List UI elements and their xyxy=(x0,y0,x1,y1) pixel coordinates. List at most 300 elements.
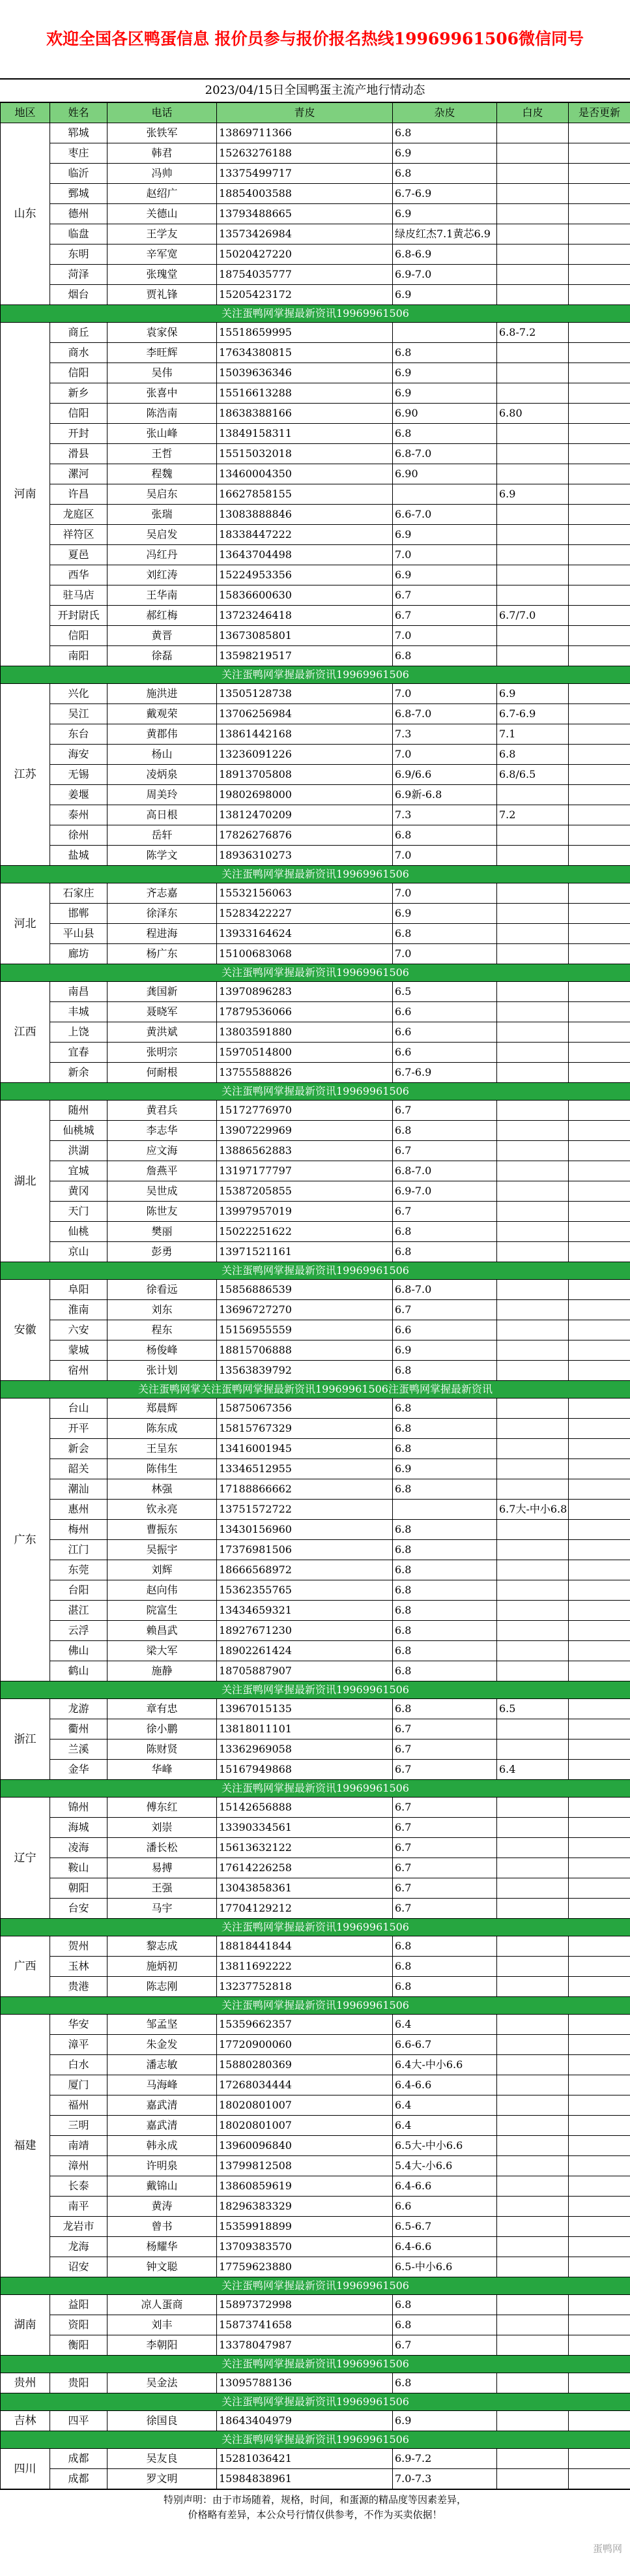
city-cell: 郓城 xyxy=(50,123,107,143)
mixed-shell-price xyxy=(497,2449,569,2469)
phone-cell: 13811692222 xyxy=(217,1957,393,1977)
table-row xyxy=(1,2373,630,2393)
white-shell-price xyxy=(569,383,630,404)
name-cell: 徐国良 xyxy=(107,2411,217,2431)
white-shell-price xyxy=(569,785,630,805)
phone-cell: 17759623880 xyxy=(217,2257,393,2277)
green-shell-price: 6.9 xyxy=(393,1340,497,1361)
table-row xyxy=(1,2136,630,2156)
phone-cell: 15856886539 xyxy=(217,1280,393,1300)
name-cell: 刘崇 xyxy=(107,1818,217,1838)
phone-cell: 17188866662 xyxy=(217,1479,393,1500)
white-shell-price xyxy=(569,1320,630,1340)
green-shell-price: 7.0-7.3 xyxy=(393,2469,497,2489)
phone-cell: 18927671230 xyxy=(217,1621,393,1641)
mixed-shell-price xyxy=(497,265,569,285)
white-shell-price xyxy=(569,343,630,363)
green-shell-price: 6.7 xyxy=(393,1818,497,1838)
white-shell-price xyxy=(569,184,630,204)
mixed-shell-price xyxy=(497,1818,569,1838)
phone-cell: 13793488665 xyxy=(217,204,393,224)
white-shell-price xyxy=(569,2257,630,2277)
ad-banner-text: 关注蛋鸭网掌握最新资讯19969961506 xyxy=(1,1083,630,1101)
name-cell: 徐小鹏 xyxy=(107,1719,217,1740)
green-shell-price: 6.8 xyxy=(393,2373,497,2393)
city-cell: 南平 xyxy=(50,2197,107,2217)
name-cell: 杨俊峰 xyxy=(107,1340,217,1361)
white-shell-price xyxy=(569,1121,630,1141)
mixed-shell-price: 6.7-6.9 xyxy=(497,704,569,724)
mixed-shell-price xyxy=(497,143,569,164)
ad-banner-row xyxy=(1,964,630,982)
phone-cell: 15172776970 xyxy=(217,1101,393,1121)
ad-banner-text: 关注蛋鸭网掌握最新资讯19969961506 xyxy=(1,666,630,684)
table-row xyxy=(1,1719,630,1740)
city-cell: 朝阳 xyxy=(50,1878,107,1899)
table-row xyxy=(1,825,630,846)
mixed-shell-price xyxy=(497,2237,569,2257)
green-shell-price: 6.7 xyxy=(393,1101,497,1121)
green-shell-price: 6.9 xyxy=(393,904,497,924)
green-shell-price: 6.9/6.6 xyxy=(393,765,497,785)
name-cell: 钦永亮 xyxy=(107,1500,217,1520)
phone-cell: 18020801007 xyxy=(217,2095,393,2116)
city-cell: 佛山 xyxy=(50,1641,107,1661)
green-shell-price: 7.0 xyxy=(393,944,497,964)
name-cell: 林强 xyxy=(107,1479,217,1500)
mixed-shell-price xyxy=(497,2136,569,2156)
name-cell: 吴金法 xyxy=(107,2373,217,2393)
mixed-shell-price xyxy=(497,383,569,404)
white-shell-price xyxy=(569,404,630,424)
ad-banner-text: 关注蛋鸭网掌握最新资讯19969961506 xyxy=(1,866,630,883)
name-cell: 章有忠 xyxy=(107,1699,217,1719)
table-row xyxy=(1,1641,630,1661)
phone-cell: 13083888846 xyxy=(217,505,393,525)
mixed-shell-price xyxy=(497,1063,569,1083)
name-cell: 吴世成 xyxy=(107,1181,217,1202)
white-shell-price xyxy=(569,1101,630,1121)
white-shell-price xyxy=(569,2469,630,2489)
mixed-shell-price xyxy=(497,2217,569,2237)
phone-cell: 13237752818 xyxy=(217,1977,393,1997)
city-cell: 盐城 xyxy=(50,846,107,866)
name-cell: 岳轩 xyxy=(107,825,217,846)
phone-cell: 18638388166 xyxy=(217,404,393,424)
mixed-shell-price xyxy=(497,1043,569,1063)
mixed-shell-price: 6.80 xyxy=(497,404,569,424)
name-cell: 钟文聪 xyxy=(107,2257,217,2277)
header-region: 地区 xyxy=(1,103,50,123)
phone-cell: 18296383329 xyxy=(217,2197,393,2217)
page-subtitle: 2023/04/15日全国鸭蛋主流产地行情动态 xyxy=(0,80,630,102)
phone-cell: 13598219517 xyxy=(217,646,393,666)
name-cell: 张瑰堂 xyxy=(107,265,217,285)
name-cell: 陈学文 xyxy=(107,846,217,866)
name-cell: 曾书 xyxy=(107,2217,217,2237)
white-shell-price xyxy=(569,805,630,825)
white-shell-price xyxy=(569,1280,630,1300)
region-cell: 河南 xyxy=(1,323,50,666)
city-cell: 贺州 xyxy=(50,1936,107,1957)
name-cell: 杨山 xyxy=(107,745,217,765)
name-cell: 施静 xyxy=(107,1661,217,1681)
table-row xyxy=(1,464,630,484)
phone-cell: 15100683068 xyxy=(217,944,393,964)
name-cell: 杨耀华 xyxy=(107,2237,217,2257)
table-row xyxy=(1,704,630,724)
city-cell: 随州 xyxy=(50,1101,107,1121)
city-cell: 锦州 xyxy=(50,1798,107,1818)
mixed-shell-price xyxy=(497,2116,569,2136)
name-cell: 戴观荣 xyxy=(107,704,217,724)
green-shell-price: 6.8 xyxy=(393,1419,497,1439)
name-cell: 王呈东 xyxy=(107,1439,217,1459)
white-shell-price xyxy=(569,2197,630,2217)
city-cell: 鄄城 xyxy=(50,184,107,204)
mixed-shell-price xyxy=(497,1661,569,1681)
city-cell: 海安 xyxy=(50,745,107,765)
city-cell: 成都 xyxy=(50,2449,107,2469)
city-cell: 海城 xyxy=(50,1818,107,1838)
phone-cell: 17720900060 xyxy=(217,2035,393,2055)
table-row xyxy=(1,1280,630,1300)
header-white-shell: 白皮 xyxy=(497,103,569,123)
ad-banner-text: 关注蛋鸭网掌关注蛋鸭网掌握最新资讯19969961506注蛋鸭网掌握最新资讯 xyxy=(1,1381,630,1399)
table-row xyxy=(1,1242,630,1262)
green-shell-price: 6.9 xyxy=(393,383,497,404)
mixed-shell-price xyxy=(497,2335,569,2356)
phone-cell: 13860859619 xyxy=(217,2176,393,2197)
table-row xyxy=(1,323,630,343)
phone-cell: 13362969058 xyxy=(217,1740,393,1760)
phone-cell: 13967015135 xyxy=(217,1699,393,1719)
green-shell-price: 6.8 xyxy=(393,1361,497,1381)
city-cell: 东莞 xyxy=(50,1560,107,1580)
city-cell: 潮汕 xyxy=(50,1479,107,1500)
city-cell: 诏安 xyxy=(50,2257,107,2277)
white-shell-price xyxy=(569,424,630,444)
green-shell-price: 7.3 xyxy=(393,724,497,745)
mixed-shell-price xyxy=(497,2257,569,2277)
green-shell-price: 6.4-6.6 xyxy=(393,2075,497,2095)
table-row xyxy=(1,1419,630,1439)
name-cell: 王华南 xyxy=(107,585,217,606)
table-row xyxy=(1,1002,630,1022)
mixed-shell-price xyxy=(497,1601,569,1621)
green-shell-price: 6.5 xyxy=(393,982,497,1002)
ad-banner-row xyxy=(1,666,630,684)
green-shell-price: 6.9 xyxy=(393,285,497,305)
white-shell-price xyxy=(569,1002,630,1022)
white-shell-price xyxy=(569,1560,630,1580)
green-shell-price: 6.4 xyxy=(393,2015,497,2035)
city-cell: 韶关 xyxy=(50,1459,107,1479)
mixed-shell-price xyxy=(497,2035,569,2055)
city-cell: 京山 xyxy=(50,1242,107,1262)
white-shell-price xyxy=(569,565,630,585)
phone-cell: 18338447222 xyxy=(217,525,393,545)
name-cell: 张山峰 xyxy=(107,424,217,444)
green-shell-price: 6.6 xyxy=(393,1043,497,1063)
mixed-shell-price xyxy=(497,1202,569,1222)
name-cell: 马海峰 xyxy=(107,2075,217,2095)
table-row xyxy=(1,224,630,244)
table-row xyxy=(1,585,630,606)
table-row xyxy=(1,164,630,184)
city-cell: 云浮 xyxy=(50,1621,107,1641)
city-cell: 蒙城 xyxy=(50,1340,107,1361)
city-cell: 南昌 xyxy=(50,982,107,1002)
green-shell-price: 6.7 xyxy=(393,1740,497,1760)
white-shell-price xyxy=(569,846,630,866)
green-shell-price: 7.0 xyxy=(393,745,497,765)
table-row xyxy=(1,684,630,704)
phone-cell: 13696727270 xyxy=(217,1300,393,1320)
name-cell: 高日根 xyxy=(107,805,217,825)
green-shell-price: 6.8 xyxy=(393,1957,497,1977)
table-row xyxy=(1,383,630,404)
name-cell: 李朝阳 xyxy=(107,2335,217,2356)
ad-banner-text: 关注蛋鸭网掌握最新资讯19969961506 xyxy=(1,2277,630,2295)
table-row xyxy=(1,982,630,1002)
table-row xyxy=(1,1818,630,1838)
mixed-shell-price xyxy=(497,525,569,545)
phone-cell: 13416001945 xyxy=(217,1439,393,1459)
mixed-shell-price xyxy=(497,1540,569,1560)
phone-cell: 18754035777 xyxy=(217,265,393,285)
phone-cell: 15518659995 xyxy=(217,323,393,343)
mixed-shell-price xyxy=(497,1399,569,1419)
city-cell: 南阳 xyxy=(50,646,107,666)
phone-cell: 13960096840 xyxy=(217,2136,393,2156)
name-cell: 许明泉 xyxy=(107,2156,217,2176)
phone-cell: 13460004350 xyxy=(217,464,393,484)
green-shell-price: 6.8-7.0 xyxy=(393,1280,497,1300)
phone-cell: 15875067356 xyxy=(217,1399,393,1419)
city-cell: 枣庄 xyxy=(50,143,107,164)
phone-cell: 13861442168 xyxy=(217,724,393,745)
name-cell: 王哲 xyxy=(107,444,217,464)
name-cell: 张铁军 xyxy=(107,123,217,143)
table-row xyxy=(1,2237,630,2257)
table-row xyxy=(1,1580,630,1601)
green-shell-price: 5.4大-小6.6 xyxy=(393,2156,497,2176)
green-shell-price: 6.9-7.0 xyxy=(393,265,497,285)
table-row xyxy=(1,1760,630,1780)
white-shell-price xyxy=(569,2335,630,2356)
table-row xyxy=(1,1043,630,1063)
white-shell-price xyxy=(569,1641,630,1661)
green-shell-price: 7.0 xyxy=(393,626,497,646)
name-cell: 黄涛 xyxy=(107,2197,217,2217)
green-shell-price: 6.4 xyxy=(393,2095,497,2116)
mixed-shell-price: 6.8/6.5 xyxy=(497,765,569,785)
ad-banner-text: 关注蛋鸭网掌握最新资讯19969961506 xyxy=(1,305,630,323)
green-shell-price: 6.8 xyxy=(393,825,497,846)
table-row xyxy=(1,1161,630,1181)
ad-banner-row xyxy=(1,866,630,883)
phone-cell: 15283422227 xyxy=(217,904,393,924)
name-cell: 陈世友 xyxy=(107,1202,217,1222)
mixed-shell-price xyxy=(497,1459,569,1479)
table-row xyxy=(1,2035,630,2055)
mixed-shell-price xyxy=(497,883,569,904)
white-shell-price xyxy=(569,2035,630,2055)
green-shell-price: 6.6-6.7 xyxy=(393,2035,497,2055)
table-row xyxy=(1,285,630,305)
green-shell-price: 7.0 xyxy=(393,883,497,904)
table-row xyxy=(1,1320,630,1340)
green-shell-price: 6.8 xyxy=(393,924,497,944)
city-cell: 开平 xyxy=(50,1419,107,1439)
white-shell-price xyxy=(569,982,630,1002)
table-row xyxy=(1,545,630,565)
white-shell-price xyxy=(569,724,630,745)
city-cell: 湛江 xyxy=(50,1601,107,1621)
mixed-shell-price xyxy=(497,1858,569,1878)
green-shell-price: 6.8-7.0 xyxy=(393,1161,497,1181)
city-cell: 厦门 xyxy=(50,2075,107,2095)
green-shell-price: 6.7 xyxy=(393,2335,497,2356)
mixed-shell-price: 6.8 xyxy=(497,745,569,765)
city-cell: 漳州 xyxy=(50,2156,107,2176)
table-row xyxy=(1,646,630,666)
region-cell: 江西 xyxy=(1,982,50,1083)
phone-cell: 13849158311 xyxy=(217,424,393,444)
table-row xyxy=(1,2055,630,2075)
mixed-shell-price xyxy=(497,2176,569,2197)
mixed-shell-price xyxy=(497,1022,569,1043)
green-shell-price: 6.9 xyxy=(393,525,497,545)
mixed-shell-price xyxy=(497,363,569,383)
name-cell: 袁家保 xyxy=(107,323,217,343)
city-cell: 新余 xyxy=(50,1063,107,1083)
white-shell-price xyxy=(569,2136,630,2156)
ad-banner-row xyxy=(1,305,630,323)
name-cell: 徐泽东 xyxy=(107,904,217,924)
table-row xyxy=(1,944,630,964)
table-row xyxy=(1,404,630,424)
table-row xyxy=(1,1022,630,1043)
phone-cell: 13933164624 xyxy=(217,924,393,944)
phone-cell: 17634380815 xyxy=(217,343,393,363)
city-cell: 驻马店 xyxy=(50,585,107,606)
table-row xyxy=(1,1661,630,1681)
region-cell: 山东 xyxy=(1,123,50,305)
table-row xyxy=(1,2257,630,2277)
green-shell-price: 7.3 xyxy=(393,805,497,825)
white-shell-price xyxy=(569,1621,630,1641)
green-shell-price: 6.6 xyxy=(393,1022,497,1043)
white-shell-price xyxy=(569,585,630,606)
phone-cell: 15516613288 xyxy=(217,383,393,404)
phone-cell: 15156955559 xyxy=(217,1320,393,1340)
green-shell-price: 6.8 xyxy=(393,1936,497,1957)
phone-cell: 13723246418 xyxy=(217,606,393,626)
table-row xyxy=(1,2116,630,2136)
city-cell: 临沂 xyxy=(50,164,107,184)
mixed-shell-price xyxy=(497,1740,569,1760)
green-shell-price: 6.7 xyxy=(393,606,497,626)
phone-cell: 13970896283 xyxy=(217,982,393,1002)
white-shell-price xyxy=(569,1439,630,1459)
region-cell: 湖北 xyxy=(1,1101,50,1262)
white-shell-price xyxy=(569,204,630,224)
name-cell: 吴振宇 xyxy=(107,1540,217,1560)
table-row xyxy=(1,1340,630,1361)
name-cell: 彭勇 xyxy=(107,1242,217,1262)
green-shell-price: 6.8 xyxy=(393,1540,497,1560)
mixed-shell-price xyxy=(497,545,569,565)
header-green-shell: 青皮 xyxy=(217,103,393,123)
table-row xyxy=(1,1181,630,1202)
green-shell-price: 6.7 xyxy=(393,1878,497,1899)
table-row xyxy=(1,184,630,204)
table-row xyxy=(1,2411,630,2431)
city-cell: 衢州 xyxy=(50,1719,107,1740)
name-cell: 樊丽 xyxy=(107,1222,217,1242)
region-cell: 吉林 xyxy=(1,2411,50,2431)
phone-cell: 13346512955 xyxy=(217,1459,393,1479)
region-cell: 江苏 xyxy=(1,684,50,866)
name-cell: 黄郡伟 xyxy=(107,724,217,745)
white-shell-price xyxy=(569,2055,630,2075)
white-shell-price xyxy=(569,745,630,765)
mixed-shell-price xyxy=(497,343,569,363)
white-shell-price xyxy=(569,1520,630,1540)
green-shell-price: 6.8 xyxy=(393,1621,497,1641)
green-shell-price: 6.8 xyxy=(393,1580,497,1601)
green-shell-price: 6.7-6.9 xyxy=(393,1063,497,1083)
table-row xyxy=(1,805,630,825)
green-shell-price: 6.90 xyxy=(393,464,497,484)
green-shell-price xyxy=(393,1500,497,1520)
mixed-shell-price xyxy=(497,285,569,305)
white-shell-price xyxy=(569,1977,630,1997)
table-row xyxy=(1,2335,630,2356)
mixed-shell-price xyxy=(497,1977,569,1997)
white-shell-price xyxy=(569,265,630,285)
mixed-shell-price: 6.7/7.0 xyxy=(497,606,569,626)
green-shell-price: 6.9 xyxy=(393,565,497,585)
mixed-shell-price xyxy=(497,1320,569,1340)
mixed-shell-price xyxy=(497,1101,569,1121)
city-cell: 金华 xyxy=(50,1760,107,1780)
table-row xyxy=(1,525,630,545)
mixed-shell-price xyxy=(497,505,569,525)
ad-banner-text: 关注蛋鸭网掌握最新资讯19969961506 xyxy=(1,1681,630,1699)
name-cell: 王学友 xyxy=(107,224,217,244)
city-cell: 吴江 xyxy=(50,704,107,724)
phone-cell: 13799812508 xyxy=(217,2156,393,2176)
table-row xyxy=(1,444,630,464)
green-shell-price: 绿皮红杰7.1黄芯6.9 xyxy=(393,224,497,244)
region-cell: 安徽 xyxy=(1,1280,50,1381)
mixed-shell-price xyxy=(497,2075,569,2095)
green-shell-price: 6.90 xyxy=(393,404,497,424)
mixed-shell-price xyxy=(497,1419,569,1439)
green-shell-price: 6.8 xyxy=(393,1479,497,1500)
phone-cell: 13043858361 xyxy=(217,1878,393,1899)
city-cell: 南靖 xyxy=(50,2136,107,2156)
city-cell: 临盘 xyxy=(50,224,107,244)
city-cell: 兰溪 xyxy=(50,1740,107,1760)
mixed-shell-price xyxy=(497,1141,569,1161)
phone-cell: 13907229969 xyxy=(217,1121,393,1141)
table-row xyxy=(1,883,630,904)
white-shell-price xyxy=(569,1222,630,1242)
